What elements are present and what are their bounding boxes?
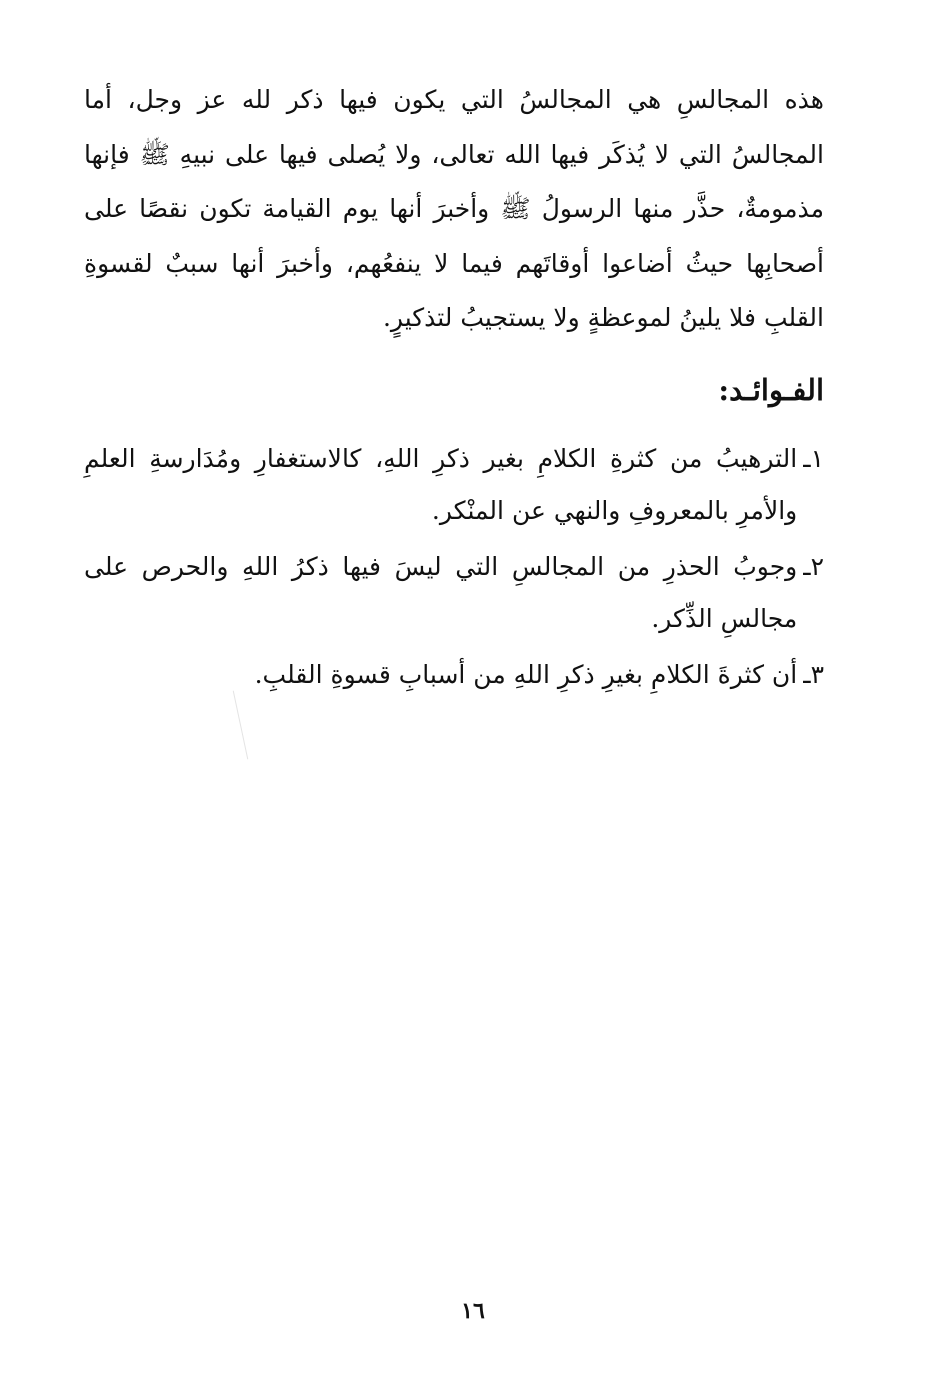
benefit-number: ٢ـ bbox=[803, 552, 824, 581]
benefit-item-2 bbox=[84, 541, 824, 645]
benefit-number: ١ـ bbox=[803, 444, 824, 473]
benefits-list bbox=[84, 433, 824, 705]
benefit-text: أن كثرةَ الكلامِ بغيرِ ذكرِ اللهِ من أسبابِ قسوةِ القلبِ. bbox=[254, 660, 798, 689]
intro-paragraph: هذه المجالسِ هي المجالسُ التي يكون فيها ذكر لله عز وجل، أما المجالسُ التي لا يُذكَر فيها الله تعالى، ولا يُصلى فيها على نبيهِ ﷺ فإنها مذمومةٌ، حذَّر منها الرسولُ ﷺ وأخبرَ أنها يوم القيامة تكون نقصًا على أصحابِها حيثُ أضاعوا أوقاتَهم فيما لا ينفعُهم، وأخبرَ أنها سببٌ لقسوةِ القلبِ فلا يلينُ لموعظةٍ ولا يستجيبُ لتذكيرٍ. bbox=[84, 85, 824, 332]
benefit-text: وجوبُ الحذرِ من المجالسِ التي ليسَ فيها ذكرُ اللهِ والحرص على مجالسِ الذِّكر. bbox=[84, 552, 798, 633]
benefit-item-1 bbox=[84, 433, 824, 537]
benefit-number: ٣ـ bbox=[803, 660, 824, 689]
page-number: ١٦ bbox=[461, 1298, 485, 1324]
benefit-text: الترهيبُ من كثرةِ الكلامِ بغير ذكرِ اللهِ، كالاستغفارِ ومُدَارسةِ العلمِ والأمرِ بالمعروفِ والنهي عن المنْكر. bbox=[84, 444, 798, 525]
benefits-heading: الفـوائـد: bbox=[718, 373, 824, 407]
benefit-item-3 bbox=[84, 649, 824, 701]
